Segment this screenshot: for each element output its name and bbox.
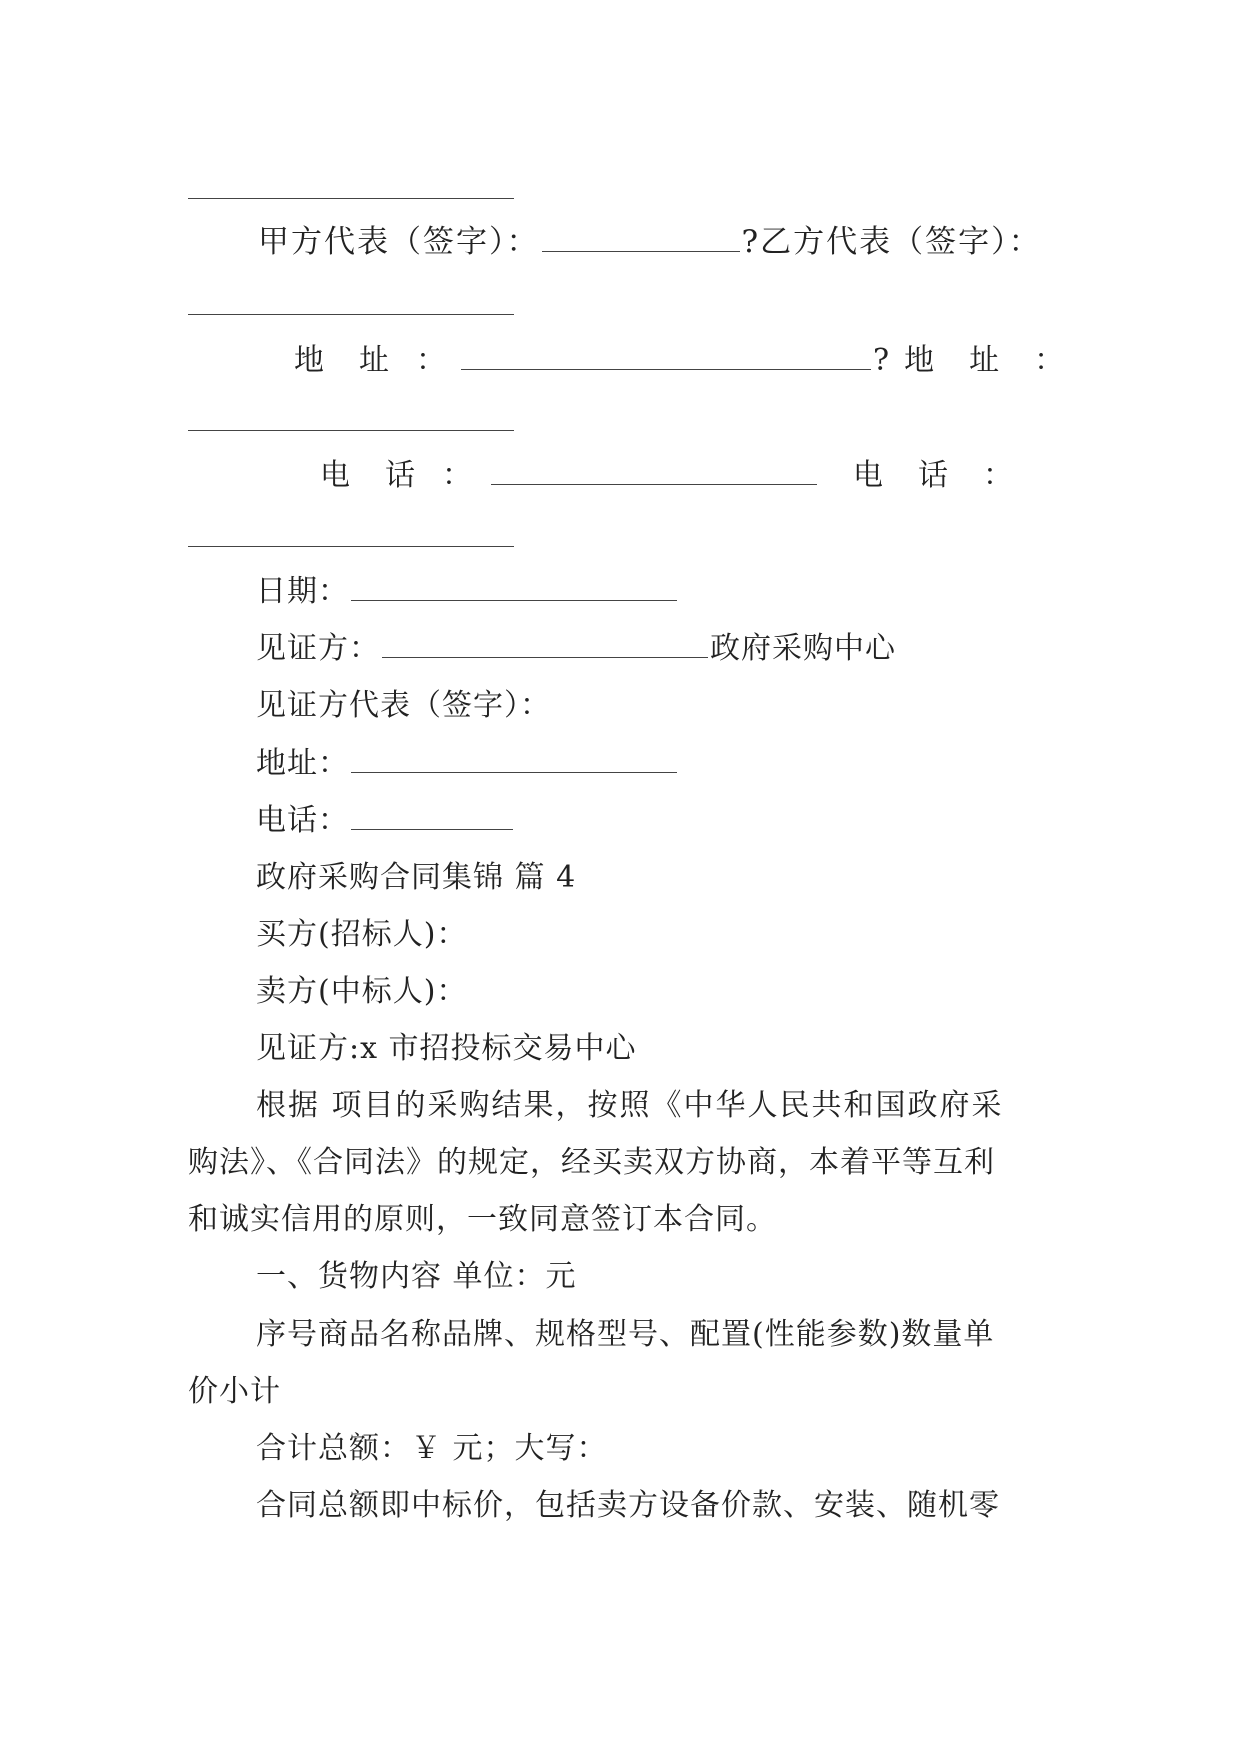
colon: ： <box>983 458 1014 493</box>
party-b-rep-label: 乙方代表（签字）： <box>760 224 1042 260</box>
party-a-rep-label: 甲方代表（签字）： <box>258 224 540 260</box>
colon: ： <box>416 343 447 378</box>
paragraph-1-line-1 <box>256 1086 1004 1126</box>
address-char-2: 址 <box>969 343 1001 378</box>
phone-char-2: 话 <box>918 458 949 493</box>
date-label: 日期： <box>256 574 349 609</box>
table-header-line-2 <box>188 1372 281 1412</box>
item-title-text: 一、货物内容 单位：元 <box>256 1259 577 1294</box>
paragraph-1-line-2 <box>188 1143 995 1183</box>
representative-line <box>258 222 1042 262</box>
address-char-2: 址 <box>359 343 390 378</box>
question-mark: ? <box>741 224 761 260</box>
witness-line <box>256 629 896 669</box>
address-char-1: 地 <box>904 343 936 378</box>
seller-line <box>256 972 467 1012</box>
paragraph-1-line-3 <box>188 1200 777 1240</box>
witness-address-line <box>256 744 679 784</box>
question-mark: ? <box>873 343 891 378</box>
table-header-text: 序号商品名称品牌、规格型号、配置(性能参数)数量单 <box>256 1317 995 1352</box>
witness-phone-label: 电话： <box>256 803 349 838</box>
phone-char-1: 电 <box>853 458 884 493</box>
blank-line <box>188 546 514 547</box>
party-a-address-blank <box>461 345 871 370</box>
date-line <box>256 572 679 612</box>
witness-phone-line <box>256 801 515 841</box>
witness-label: 见证方： <box>256 631 380 666</box>
address-char-1: 地 <box>294 343 325 378</box>
section-title <box>256 858 576 898</box>
witness-rep-label: 见证方代表（签字）： <box>256 688 551 723</box>
date-blank <box>351 576 677 601</box>
witness-rep-line <box>256 686 551 726</box>
seller-label: 卖方(中标人)： <box>256 974 468 1009</box>
contract-witness-line <box>256 1029 637 1069</box>
paragraph-text: 和诚实信用的原则，一致同意签订本合同。 <box>188 1202 777 1237</box>
witness-suffix: 政府采购中心 <box>710 631 896 666</box>
paragraph-text: 购法》、《合同法》的规定，经买卖双方协商，本着平等互利 <box>188 1145 995 1180</box>
paragraph-text: 合同总额即中标价，包括卖方设备价款、安装、随机零 <box>256 1488 1000 1523</box>
blank-line <box>188 314 514 315</box>
witness-blank <box>382 633 708 658</box>
address-line <box>294 341 1065 381</box>
phone-line <box>320 456 1014 496</box>
total-text: 合计总额：￥ 元；大写： <box>256 1431 608 1466</box>
table-header-text: 价小计 <box>188 1374 281 1409</box>
phone-char-2: 话 <box>385 458 416 493</box>
witness-address-label: 地址： <box>256 746 349 781</box>
party-a-phone-blank <box>491 460 817 485</box>
contract-witness-text: 见证方:x 市招投标交易中心 <box>256 1031 637 1066</box>
paragraph-2-line-1 <box>256 1486 1000 1526</box>
table-header-line-1 <box>256 1315 994 1355</box>
paragraph-text: 根据 项目的采购结果，按照《中华人民共和国政府采 <box>256 1088 1004 1123</box>
blank-line <box>188 198 514 199</box>
blank-line <box>188 430 514 431</box>
colon: ： <box>1034 343 1066 378</box>
witness-address-blank <box>351 748 677 773</box>
buyer-label: 买方(招标人)： <box>256 917 468 952</box>
section-title-text: 政府采购合同集锦 篇 4 <box>256 860 577 895</box>
party-a-signature-blank <box>542 227 740 252</box>
phone-char-1: 电 <box>320 458 351 493</box>
total-line <box>256 1429 608 1469</box>
witness-phone-blank <box>351 805 513 830</box>
item-1-title <box>256 1257 577 1297</box>
colon: ： <box>442 458 473 493</box>
buyer-line <box>256 915 467 955</box>
